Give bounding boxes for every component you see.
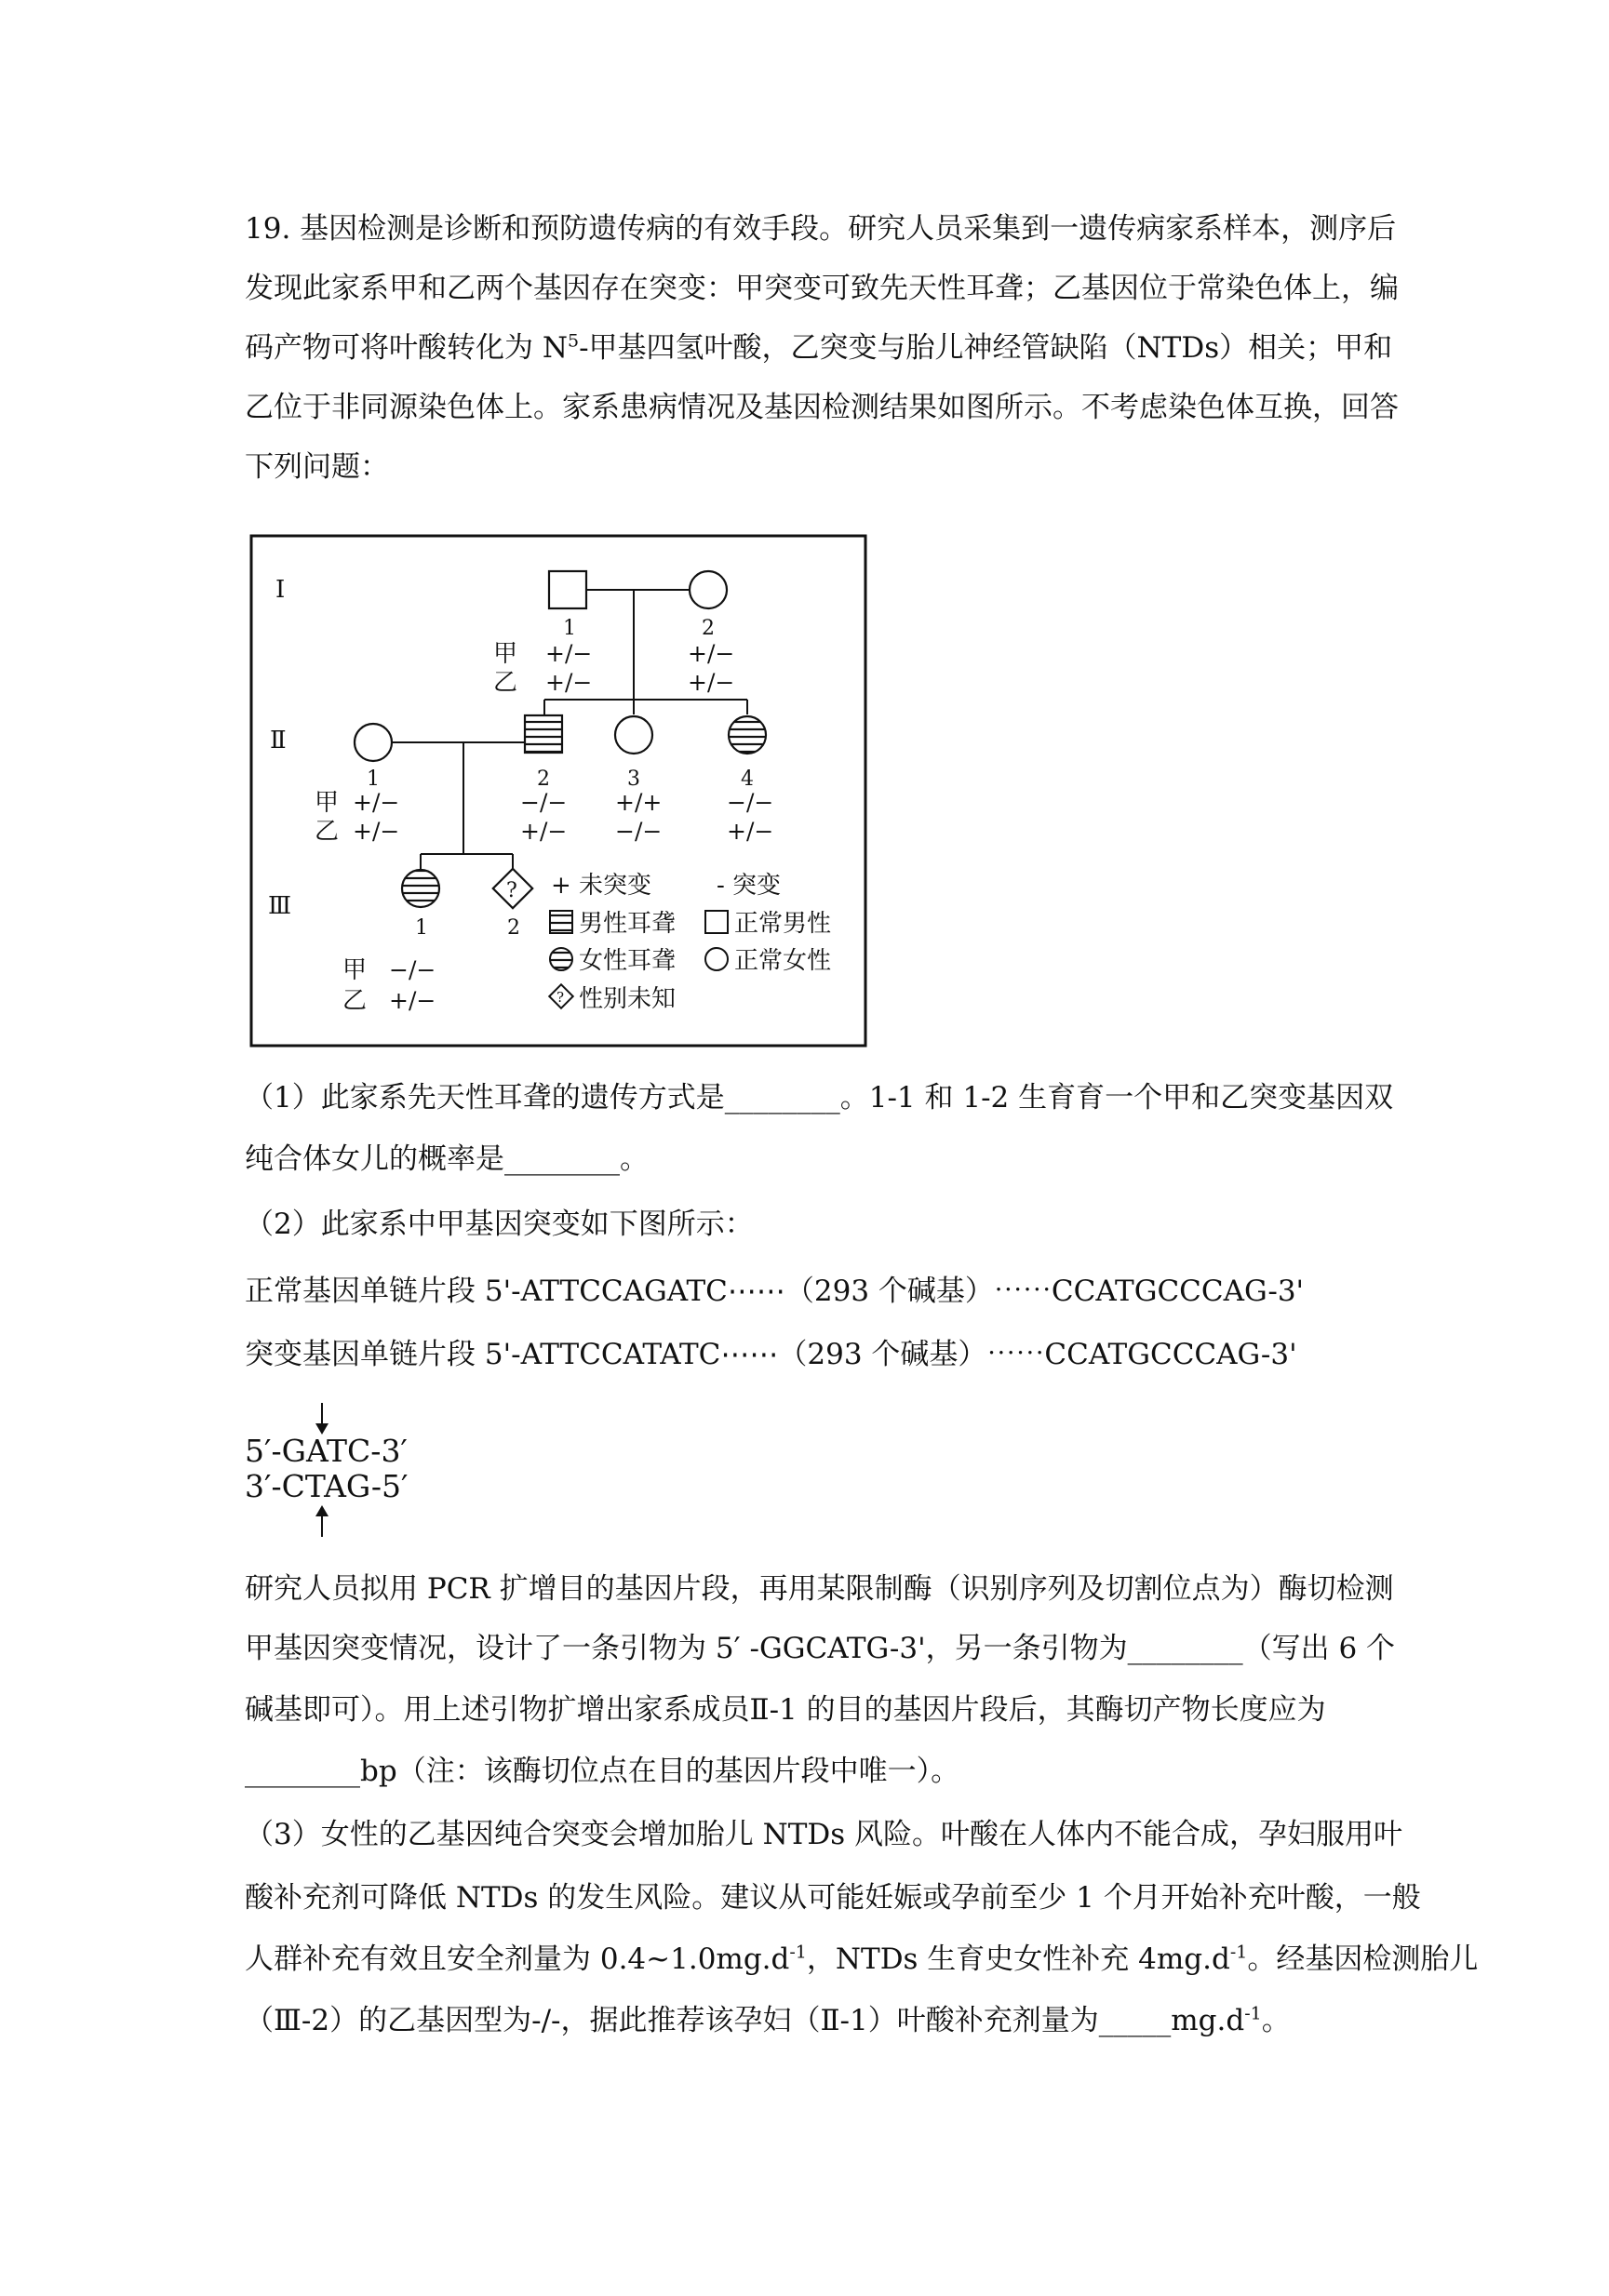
generation-label-2: Ⅱ (270, 727, 287, 754)
legend-unknown-sex: 性别未知 (579, 985, 677, 1013)
intro-line-2: 发现此家系甲和乙两个基因存在突变：甲突变可致先天性耳聋；乙基因位于常染色体上，编 (245, 272, 1399, 305)
individual-II-1 (355, 724, 392, 761)
legend-male-deaf: 男性耳聋 (579, 910, 677, 938)
genotype-II-4-jia: −/− (727, 789, 774, 816)
individual-I-2 (690, 571, 727, 608)
q1-line-1: （1）此家系先天性耳聋的遗传方式是________。1-1 和 1-2 生育育一个甲和乙突变基因双 (245, 1081, 1394, 1115)
gene-label-yi-II: 乙 (315, 818, 340, 846)
number-III-1: 1 (415, 916, 428, 940)
legend-normal-female-symbol (705, 948, 728, 970)
individual-II-3 (615, 716, 652, 754)
q2-line-1: （2）此家系中甲基因突变如下图所示： (245, 1208, 754, 1241)
number-II-2: 2 (537, 768, 550, 791)
q2-mutant-sequence: 突变基因单链片段 5'-ATTCCATATC⋯⋯（293 个碱基）⋯⋯CCATGCCCAG-3' (245, 1338, 1297, 1371)
number-II-3: 3 (627, 768, 640, 791)
individual-II-2 (525, 715, 562, 753)
q2-normal-sequence: 正常基因单链片段 5'-ATTCCAGATC⋯⋯（293 个碱基）⋯⋯CCATGCCCAG-3' (245, 1275, 1305, 1308)
q2-text-4: ________bp（注：该酶切位点在目的基因片段中唯一）。 (245, 1755, 960, 1788)
individual-III-1 (402, 870, 439, 907)
q2-text-3: 碱基即可）。用上述引物扩增出家系成员Ⅱ-1 的目的基因片段后，其酶切产物长度应为 (245, 1693, 1326, 1727)
intro-line-3: 码产物可将叶酸转化为 $N^5-$甲基四氢叶酸，乙突变与胎儿神经管缺陷（NTDs）相关；甲和 (245, 330, 1393, 365)
legend-unknown-mark: ? (556, 989, 565, 1006)
generation-label-3: Ⅲ (268, 892, 292, 920)
legend-female-deaf: 女性耳聋 (579, 947, 677, 975)
gene-label-jia-II: 甲 (315, 789, 340, 817)
genotype-II-2-jia: −/− (520, 789, 568, 816)
number-III-2: 2 (507, 916, 520, 940)
genotype-I-1-yi: +/− (545, 669, 593, 696)
genotype-I-2-yi: +/− (688, 669, 735, 696)
legend-male-deaf-symbol (550, 911, 572, 933)
generation-label-1: Ⅰ (275, 576, 286, 604)
genotype-II-2-yi: +/− (520, 818, 568, 845)
genotype-III-1-yi: +/− (389, 987, 436, 1014)
intro-line-4: 乙位于非同源染色体上。家系患病情况及基因检测结果如图所示。不考虑染色体互换，回答 (245, 391, 1399, 424)
genotype-III-1-jia: −/− (389, 956, 436, 983)
legend-minus: - 突变 (717, 872, 782, 900)
q3-line-3: 人群补充有效且安全剂量为 $0.4\sim 1.0mg.d^{-1}$，NTDs 生育史女性补充 $4mg.d^{-1}$。经基因检测胎儿 (245, 1942, 1479, 1976)
number-II-4: 4 (741, 768, 754, 791)
q2-text-2: 甲基因突变情况，设计了一条引物为 5′ -GGCATG-3'，另一条引物为________（写出 6 个 (245, 1632, 1396, 1665)
q3-line-4: （Ⅲ-2）的乙基因型为-/-，据此推荐该孕妇（Ⅱ-1）叶酸补充剂量为$\_\_\_\_\_mg.d^{-1}$。 (245, 2003, 1291, 2037)
intro-line-5: 下列问题： (245, 450, 389, 484)
intro-line-1: 19. 基因检测是诊断和预防遗传病的有效手段。研究人员采集到一遗传病家系样本，测序后 (245, 212, 1397, 246)
cut-arrow-up-icon (321, 1507, 323, 1537)
gene-label-yi-III: 乙 (342, 987, 368, 1015)
pedigree-diagram (249, 534, 867, 1048)
q3-line-1: （3）女性的乙基因纯合突变会增加胎儿 NTDs 风险。叶酸在人体内不能合成，孕妇服用叶 (245, 1818, 1402, 1851)
genotype-II-3-jia: +/+ (615, 789, 663, 816)
number-II-1: 1 (367, 768, 380, 791)
individual-I-1 (549, 571, 586, 608)
legend (549, 872, 831, 1013)
genotype-II-3-yi: −/− (615, 818, 663, 845)
gene-label-yi-I: 乙 (493, 669, 518, 697)
genotype-II-1-jia: +/− (353, 789, 400, 816)
legend-normal-male: 正常男性 (734, 910, 832, 938)
genotype-II-4-yi: +/− (727, 818, 774, 845)
number-I-2: 2 (702, 617, 715, 640)
legend-female-deaf-symbol (550, 948, 572, 970)
number-I-1: 1 (563, 617, 576, 640)
legend-plus: + 未突变 (551, 872, 652, 900)
genotype-I-2-jia: +/− (688, 640, 735, 667)
cut-arrow-down-icon (321, 1403, 323, 1433)
individual-II-4 (729, 716, 766, 754)
q2-text-1: 研究人员拟用 PCR 扩增目的基因片段，再用某限制酶（识别序列及切割位点为）酶切检测 (245, 1572, 1394, 1606)
q3-line-2: 酸补充剂可降低 NTDs 的发生风险。建议从可能妊娠或孕前至少 1 个月开始补充叶酸，一般 (245, 1881, 1421, 1915)
legend-normal-male-symbol (705, 911, 728, 933)
genotype-I-1-jia: +/− (545, 640, 593, 667)
enzyme-bottom-strand: 3′-CTAG-5′ (245, 1468, 409, 1504)
gene-label-jia-III: 甲 (342, 956, 368, 984)
q1-line-2: 纯合体女儿的概率是________。 (245, 1142, 649, 1176)
unknown-mark-III-2: ? (506, 879, 517, 902)
gene-label-jia-I: 甲 (493, 640, 518, 668)
legend-normal-female: 正常女性 (734, 947, 832, 975)
enzyme-top-strand: 5′-GATC-3′ (245, 1433, 408, 1469)
genotype-II-1-yi: +/− (353, 818, 400, 845)
